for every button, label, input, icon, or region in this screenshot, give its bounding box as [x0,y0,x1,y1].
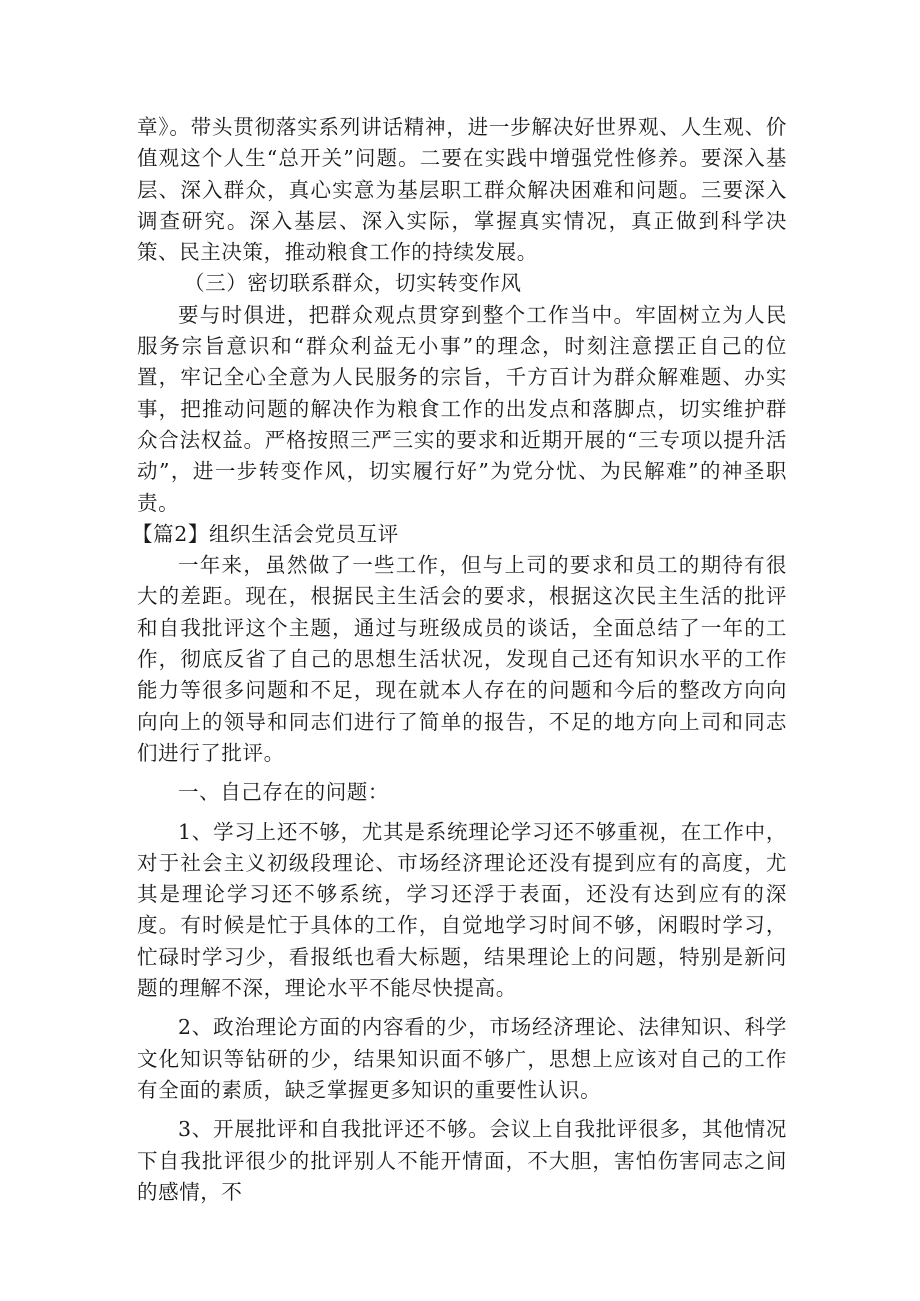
article-heading: 【篇2】组织生活会党员互评 [132,521,399,546]
section-subheading: （三）密切联系群众，切实转变作风 [184,271,522,296]
document-body [132,112,787,1208]
paragraph-continuation: 章》。带头贯彻落实系列讲话精神，进一步解决好世界观、人生观、价值观这个人生“总开关”问题。二要在实践中增强党性修养。要深入基层、深入群众，真心实意为基层职工群众解决困难和问题。三要深入调查研究。深入基层、深入实际，掌握真实情况，真正做到科学决策、民主决策，推动粮食工作的持续发展。 [137,115,787,265]
problem-item-2: 2、政治理论方面的内容看的少，市场经济理论、法律知识、科学文化知识等钻研的少，结果知识面不够广，思想上应该对自己的工作有全面的素质，缺乏掌握更多知识的重要性认识。 [137,1015,787,1102]
problems-heading: 一、自己存在的问题： [178,780,389,805]
paragraph-mass-line: 要与时俱进，把群众观点贯穿到整个工作当中。牢固树立为人民服务宗旨意识和“群众利益无小事”的理念，时刻注意摆正自己的位置，牢记全心全意为人民服务的宗旨，千方百计为群众解难题、办实事，把推动问题的解决作为粮食工作的出发点和落脚点，切实维护群众合法权益。严格按照三严三实的要求和近期开展的“三专项以提升活动”，进一步转变作风，切实履行好”为党分忧、为民解难”的神圣职责。 [137,302,787,515]
paragraph-intro: 一年来，虽然做了一些工作，但与上司的要求和员工的期待有很大的差距。现在，根据民主生活会的要求，根据这次民主生活的批评和自我批评这个主题，通过与班级成员的谈话，全面总结了一年的工作，彻底反省了自己的思想生活状况，发现自己还有知识水平的工作能力等很多问题和不足，现在就本人存在的问题和今后的整改方向向向向上的领导和同志们进行了简单的报告，不足的地方向上司和同志们进行了批评。 [137,553,787,765]
problem-item-1: 1、学习上还不够，尤其是系统理论学习还不够重视，在工作中，对于社会主义初级段理论、市场经济理论还没有提到应有的高度，尤其是理论学习还不够系统，学习还浮于表面，还没有达到应有的深度。有时候是忙于具体的工作，自觉地学习时间不够，闲暇时学习，忙碌时学习少，看报纸也看大标题，结果理论上的问题，特别是新问题的理解不深，理论水平不能尽快提高。 [137,819,787,1001]
problem-item-3: 3、开展批评和自我批评还不够。会议上自我批评很多，其他情况下自我批评很少的批评别人不能开情面，不大胆，害怕伤害同志之间的感情，不 [137,1117,787,1204]
